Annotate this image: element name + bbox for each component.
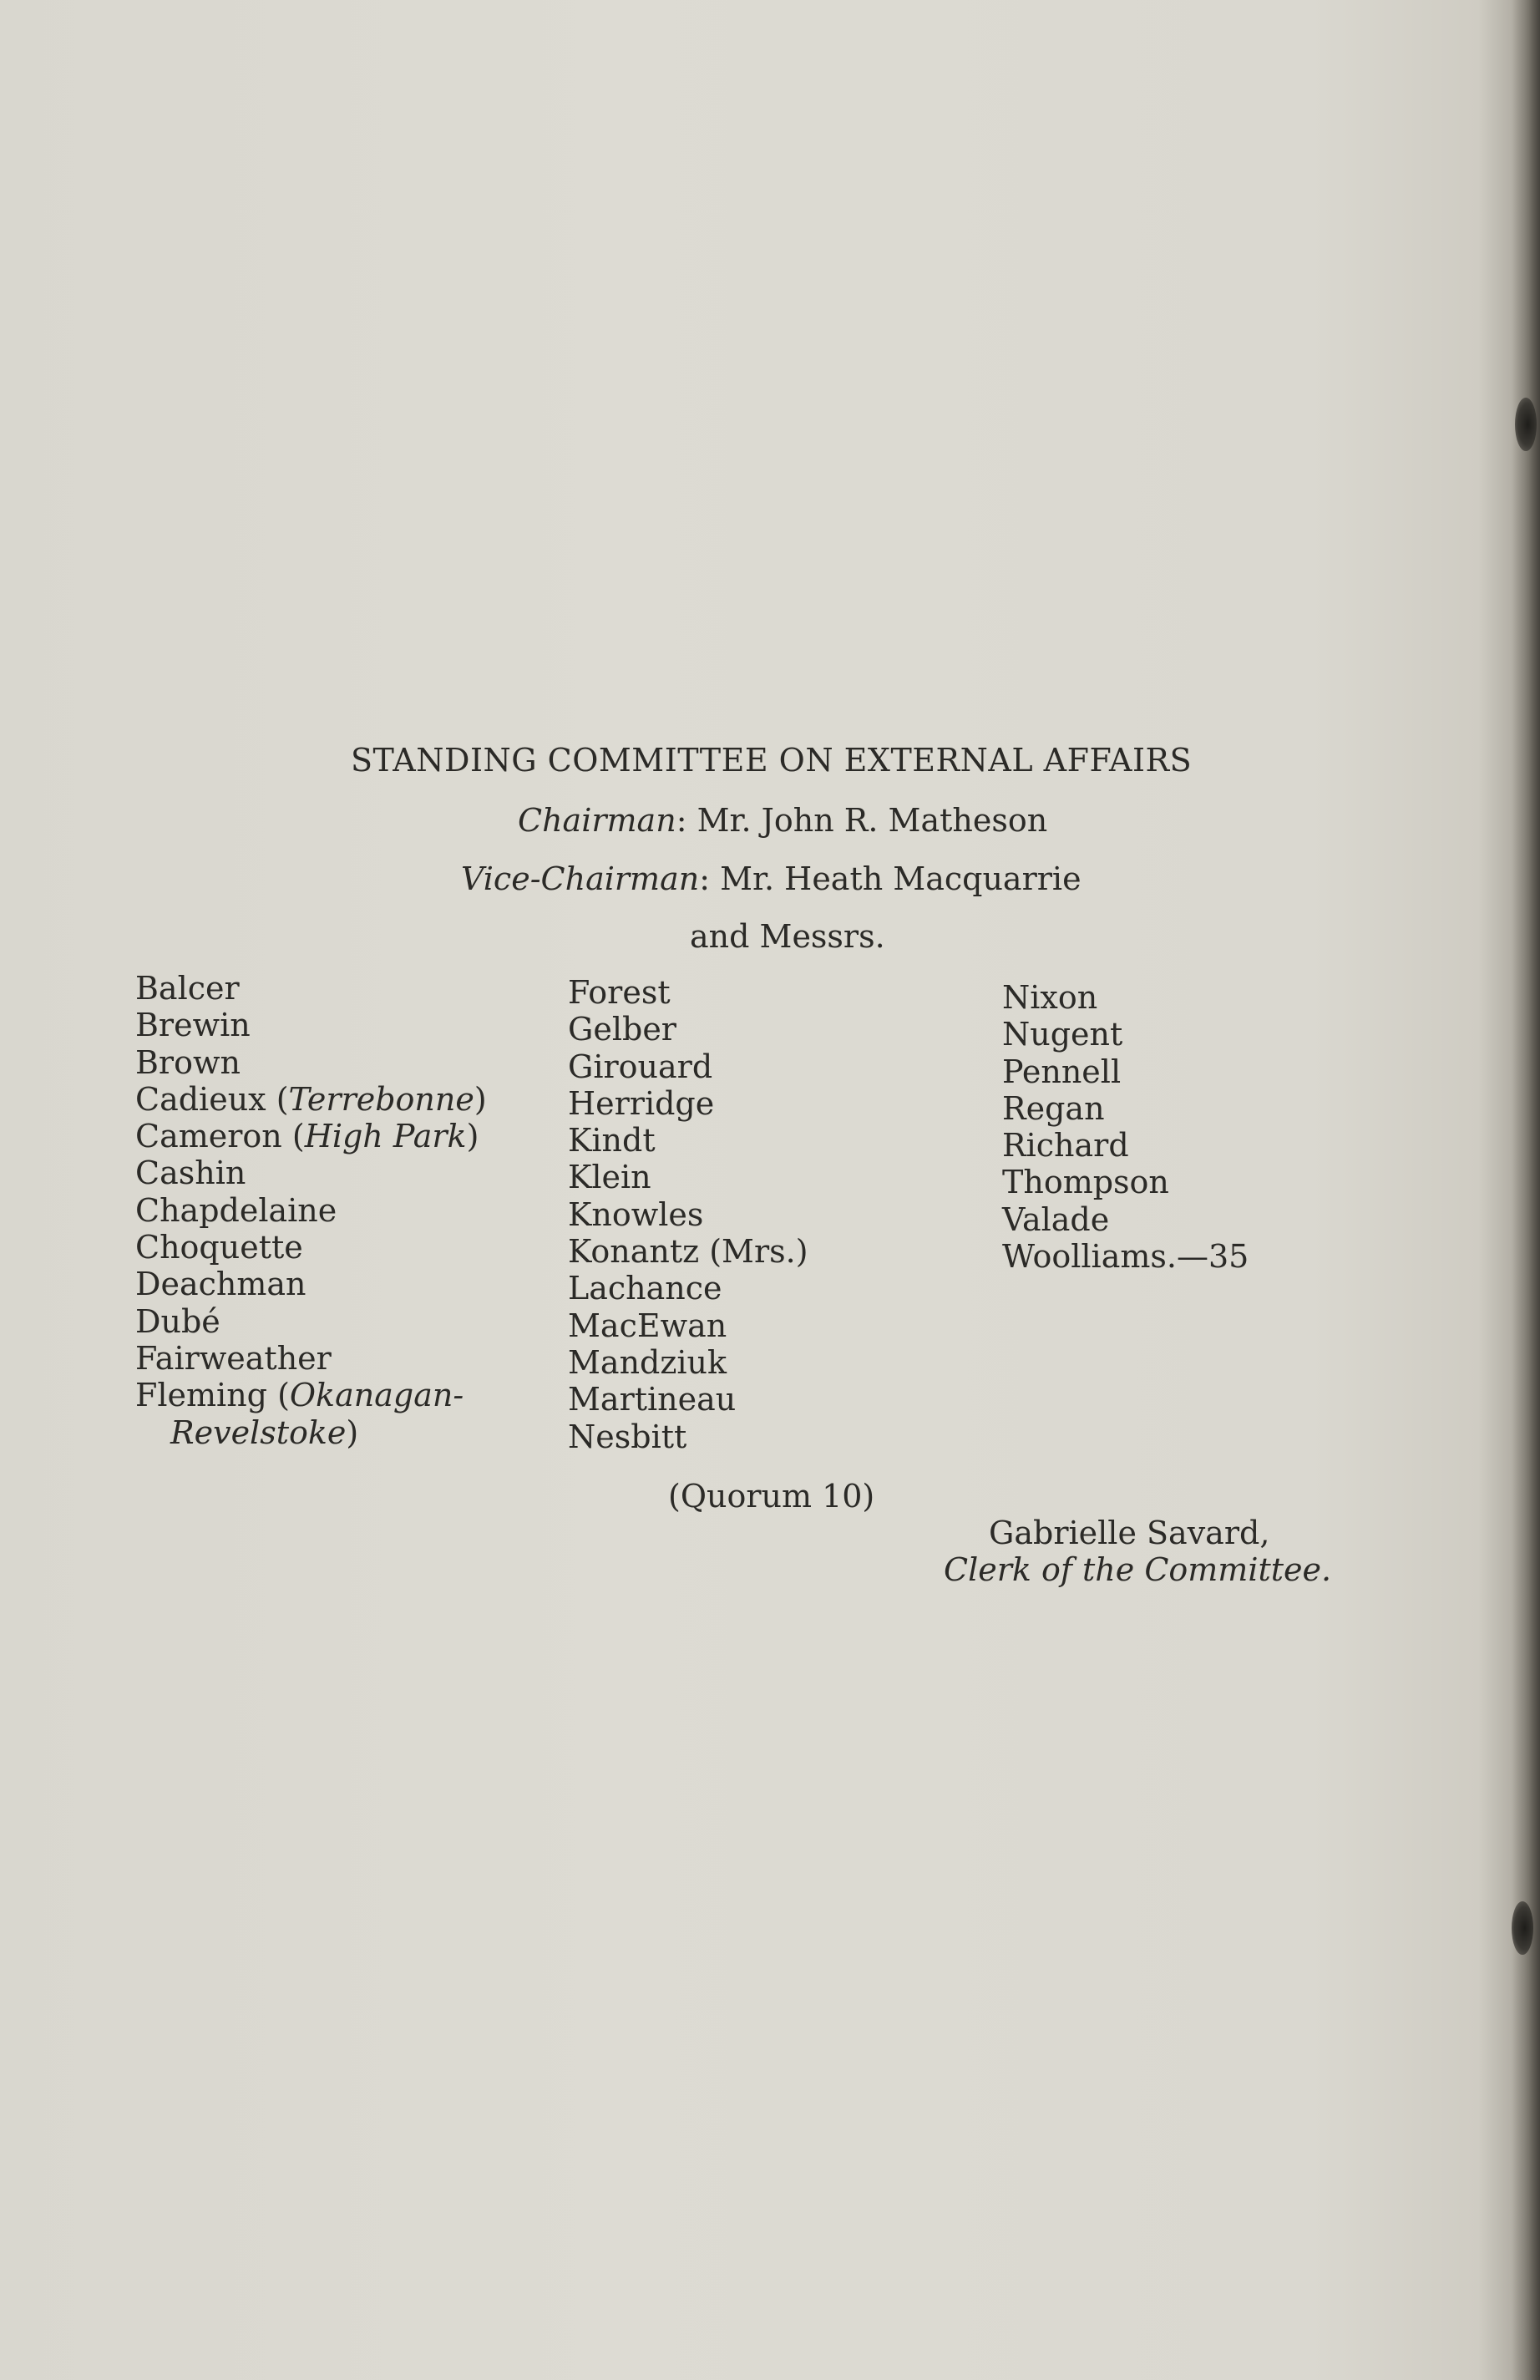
member-item: [135, 970, 487, 1007]
member-riding: Revelstoke: [170, 1413, 347, 1451]
member-item: [135, 1303, 487, 1340]
member-item: Nesbitt: [568, 1418, 687, 1455]
member-item: Pennell: [1002, 1053, 1122, 1090]
member-name: Balcer: [135, 970, 240, 1007]
member-riding: Terrebonne: [288, 1080, 474, 1118]
member-item: Konantz (Mrs.): [568, 1233, 808, 1271]
member-item: Forest: [568, 974, 671, 1011]
vice-chairman-line: [461, 860, 1082, 897]
chairman-line: [518, 802, 1047, 839]
member-riding: Okanagan-: [289, 1377, 464, 1414]
clerk-signature-block: [944, 1515, 1331, 1588]
binding-shadow: [1512, 0, 1540, 2380]
member-name: Choquette: [135, 1229, 303, 1266]
vice-chairman-label: Vice-Chairman: [461, 860, 700, 897]
member-name: Fairweather: [135, 1339, 332, 1377]
member-item: Klein: [568, 1159, 651, 1196]
member-name: Dubé: [135, 1302, 220, 1340]
and-messrs: and Messrs.: [690, 918, 885, 955]
member-item: [135, 1044, 487, 1081]
member-name: Brewin: [135, 1007, 251, 1044]
member-name: Fleming: [135, 1377, 267, 1414]
quorum: (Quorum 10): [668, 1478, 875, 1515]
member-name: Chapdelaine: [135, 1191, 337, 1229]
member-item: Knowles: [568, 1195, 704, 1233]
chairman-label: Chairman: [518, 802, 676, 839]
member-item: Woolliams.—35: [1002, 1238, 1249, 1276]
binding-hole-lower: [1512, 1901, 1533, 1955]
member-item: [135, 1340, 487, 1377]
member-item: [135, 1192, 487, 1229]
binding-hole-upper: [1515, 398, 1537, 451]
member-item: [135, 1266, 487, 1302]
member-item: Valade: [1002, 1200, 1110, 1238]
member-item: Cameron (High Park): [135, 1118, 479, 1155]
member-item: Gelber: [568, 1011, 676, 1048]
member-item: Thompson: [1002, 1164, 1169, 1201]
member-item: Fleming (Okanagan-: [135, 1377, 464, 1414]
member-item: [135, 1007, 487, 1043]
chairman-name: : Mr. John R. Matheson: [676, 802, 1048, 839]
member-name: Brown: [135, 1043, 241, 1081]
member-name: Cashin: [135, 1154, 246, 1192]
member-item: Regan: [1002, 1089, 1105, 1127]
members-column-2: [568, 974, 808, 1455]
member-item: Richard: [1002, 1127, 1129, 1165]
member-item: Mandziuk: [568, 1343, 727, 1381]
members-column-1: [135, 970, 487, 1451]
member-item: Herridge: [568, 1084, 715, 1122]
member-item: Cadieux (Terrebonne): [135, 1080, 487, 1118]
member-item: Lachance: [568, 1270, 722, 1307]
member-name: Deachman: [135, 1266, 306, 1303]
member-name: Cadieux: [135, 1080, 266, 1118]
member-item: Kindt: [568, 1122, 656, 1160]
vice-chairman-name: : Mr. Heath Macquarrie: [699, 860, 1082, 897]
member-item: Martineau: [568, 1381, 737, 1418]
member-item: [135, 1229, 487, 1266]
members-column-3: [1002, 979, 1249, 1275]
clerk-name: Gabrielle Savard,: [989, 1515, 1270, 1551]
member-item: Nugent: [1002, 1016, 1123, 1053]
member-item: MacEwan: [568, 1307, 727, 1344]
member-item: Revelstoke): [170, 1413, 359, 1451]
member-item: Nixon: [1002, 979, 1098, 1016]
member-name: Cameron: [135, 1118, 282, 1155]
clerk-title: Clerk of the Committee.: [944, 1551, 1332, 1588]
member-riding: High Park: [304, 1118, 467, 1155]
member-item: Girouard: [568, 1048, 713, 1085]
member-item: [135, 1154, 487, 1191]
committee-heading: STANDING COMMITTEE ON EXTERNAL AFFAIRS: [351, 742, 1193, 779]
